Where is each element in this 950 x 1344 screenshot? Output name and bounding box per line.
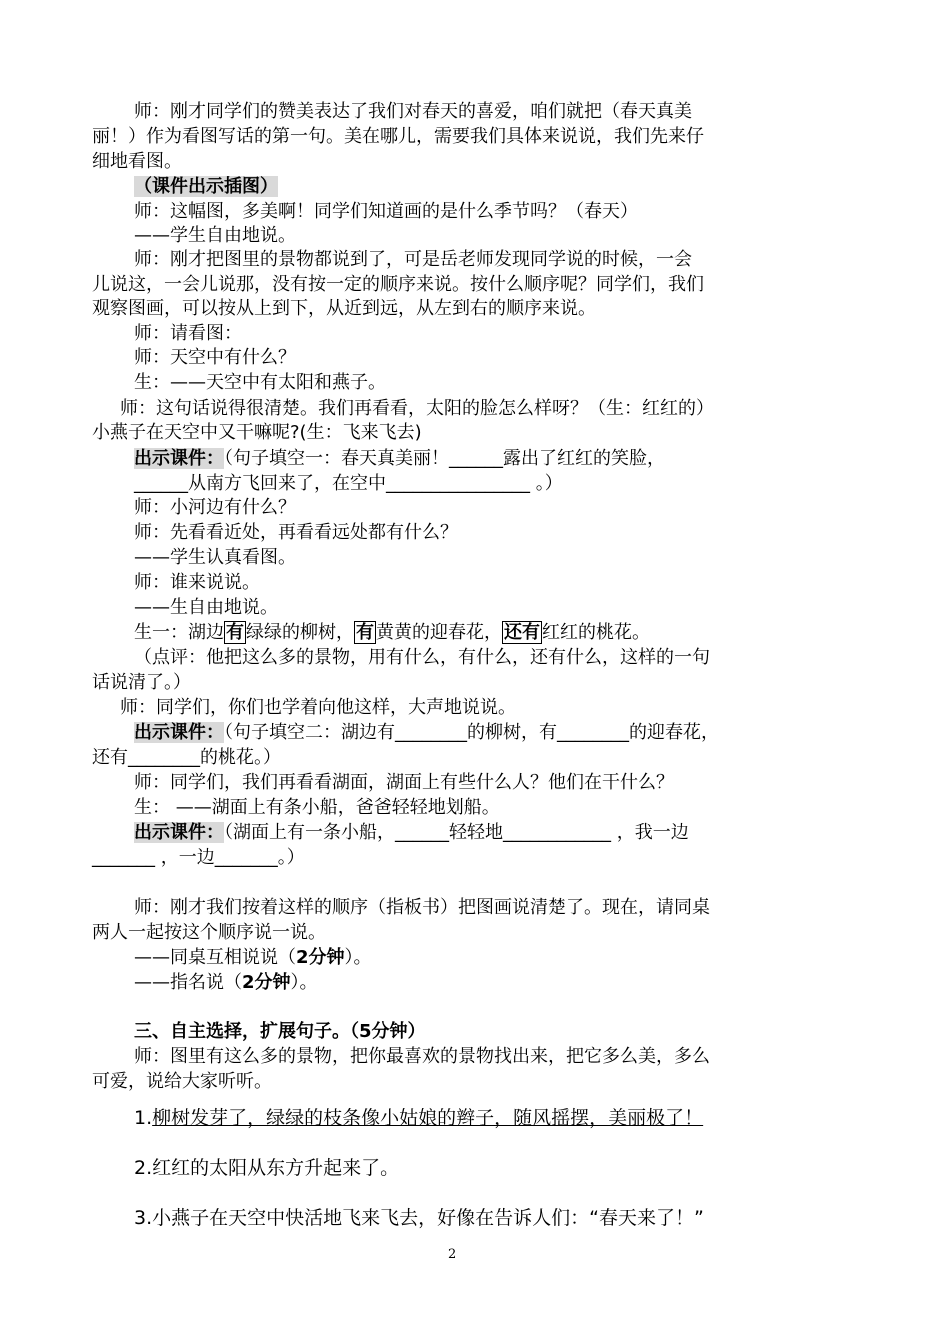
highlighted-label: （课件出示插图） bbox=[134, 176, 278, 197]
paragraph-line: 生： ——湖面上有条小船，爸爸轻轻地划船。 bbox=[134, 797, 500, 818]
fill-blank-line bbox=[134, 446, 665, 471]
paragraph-line: 可爱，说给大家听听。 bbox=[92, 1071, 272, 1092]
paragraph-line: 细地看图。 bbox=[92, 151, 182, 172]
courseware-label: 出示课件： bbox=[134, 822, 224, 843]
example-sentence-3: 3.小燕子在天空中快活地飞来飞去，好像在告诉人们：“春天来了！” bbox=[134, 1207, 704, 1229]
paragraph-line: 师：先看看近处，再看看远处都有什么？ bbox=[134, 522, 458, 543]
paragraph-line: 师：刚才把图里的景物都说到了，可是岳老师发现同学说的时候，一会 bbox=[134, 249, 692, 270]
example-sentence-2: 2.红红的太阳从东方升起来了。 bbox=[134, 1157, 400, 1179]
paragraph-line bbox=[134, 945, 372, 970]
paragraph-line: 儿说这，一会儿说那，没有按一定的顺序来说。按什么顺序呢？同学们，我们 bbox=[92, 274, 704, 295]
paragraph-line: ——生自由地说。 bbox=[134, 597, 278, 618]
line-text: ——同桌互相说说（ bbox=[134, 947, 296, 968]
fill-blank-line bbox=[134, 720, 719, 745]
paragraph-line: 师：这句话说得很清楚。我们再看看，太阳的脸怎么样呀？（生：红红的） bbox=[120, 398, 714, 419]
item-number: 1. bbox=[134, 1107, 153, 1129]
bold-duration: 2分钟 bbox=[242, 972, 291, 993]
paragraph-line: 师：小河边有什么？ bbox=[134, 497, 296, 518]
fill-blank-text: （句子填空一：春天真美丽！______露出了红红的笑脸， bbox=[224, 448, 665, 469]
paragraph-line: 观察图画，可以按从上到下，从近到远，从左到右的顺序来说。 bbox=[92, 298, 596, 319]
paragraph-line: 师：刚才我们按着这样的顺序（指板书）把图画说清楚了。现在，请同桌 bbox=[134, 897, 710, 918]
student-answer-line bbox=[134, 620, 650, 645]
line-text: ）。 bbox=[344, 947, 372, 968]
line-text: ）。 bbox=[290, 972, 318, 993]
paragraph-line: 两人一起按这个顺序说一说。 bbox=[92, 922, 326, 943]
page-number: 2 bbox=[448, 1247, 457, 1262]
boxed-word: 有 bbox=[356, 622, 374, 643]
bold-duration: 2分钟 bbox=[296, 947, 345, 968]
fill-blank-text: （湖面上有一条小船，______轻轻地____________ ，我一边 bbox=[224, 822, 689, 843]
answer-text: 黄黄的迎春花， bbox=[376, 622, 502, 643]
answer-text: 红红的桃花。 bbox=[542, 622, 650, 643]
paragraph-line: 师：谁来说说。 bbox=[134, 572, 260, 593]
paragraph-line: 小燕子在天空中又干嘛呢?(生：飞来飞去) bbox=[92, 422, 422, 443]
paragraph-line: （点评：他把这么多的景物，用有什么，有什么，还有什么，这样的一句 bbox=[134, 647, 710, 668]
answer-text: 生一：湖边 bbox=[134, 622, 224, 643]
paragraph-line: 师：天空中有什么？ bbox=[134, 347, 296, 368]
section-heading: 三、自主选择，扩展句子。（5分钟） bbox=[134, 1021, 426, 1042]
paragraph-line: 生：——天空中有太阳和燕子。 bbox=[134, 372, 386, 393]
paragraph-line: ——学生自由地说。 bbox=[134, 225, 296, 246]
paragraph-line: 师：这幅图，多美啊！同学们知道画的是什么季节吗？（春天） bbox=[134, 201, 638, 222]
courseware-label: 出示课件： bbox=[134, 448, 224, 469]
paragraph-line: 话说清了。） bbox=[92, 672, 191, 693]
answer-text: 绿绿的柳树， bbox=[246, 622, 354, 643]
paragraph-line: 师：同学们，你们也学着向他这样，大声地说说。 bbox=[120, 697, 516, 718]
paragraph-line: ______从南方飞回来了，在空中________________ 。） bbox=[134, 473, 563, 494]
paragraph-line: 师：同学们，我们再看看湖面，湖面上有些什么人？他们在干什么？ bbox=[134, 772, 674, 793]
courseware-label: 出示课件： bbox=[134, 722, 224, 743]
paragraph-line: 师：图里有这么多的景物，把你最喜欢的景物找出来，把它多么美，多么 bbox=[134, 1046, 710, 1067]
courseware-heading bbox=[134, 174, 278, 199]
paragraph-line bbox=[134, 970, 318, 995]
example-sentence-1 bbox=[134, 1106, 703, 1131]
paragraph-line: _______ ，一边_______。） bbox=[92, 847, 305, 868]
boxed-word: 还有 bbox=[504, 622, 540, 643]
fill-blank-line bbox=[134, 820, 689, 845]
underlined-sentence: 柳树发芽了，绿绿的枝条像小姑娘的辫子，随风摇摆，美丽极了！ bbox=[152, 1107, 704, 1129]
paragraph-line: 还有________的桃花。） bbox=[92, 747, 281, 768]
boxed-word: 有 bbox=[226, 622, 244, 643]
paragraph-line: ——学生认真看图。 bbox=[134, 547, 296, 568]
line-text: ——指名说（ bbox=[134, 972, 242, 993]
paragraph-line: 师：刚才同学们的赞美表达了我们对春天的喜爱，咱们就把（春天真美 bbox=[134, 101, 692, 122]
paragraph-line: 师：请看图： bbox=[134, 323, 242, 344]
paragraph-line: 丽！）作为看图写话的第一句。美在哪儿，需要我们具体来说说，我们先来仔 bbox=[92, 126, 704, 147]
fill-blank-text: （句子填空二：湖边有________的柳树，有________的迎春花， bbox=[224, 722, 719, 743]
